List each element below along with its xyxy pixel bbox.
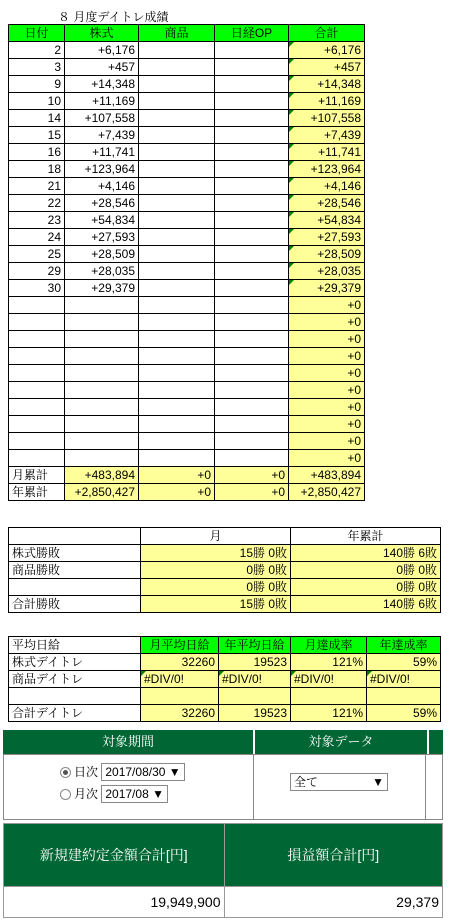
column-header [9, 528, 141, 545]
column-header: 合計 [289, 25, 365, 42]
table-cell: +6,176 [289, 42, 365, 59]
daily-radio[interactable] [60, 767, 71, 778]
table-cell [139, 450, 215, 467]
monthly-radio[interactable] [60, 789, 71, 800]
table-cell [215, 110, 289, 127]
table-cell [139, 365, 215, 382]
table-cell [139, 42, 215, 59]
table-cell: 21 [9, 178, 65, 195]
table-cell: +0 [215, 484, 289, 501]
table-cell [9, 450, 65, 467]
table-cell [139, 331, 215, 348]
table-cell [139, 399, 215, 416]
table-cell [139, 144, 215, 161]
table-row [9, 416, 365, 433]
column-header: 年累計 [291, 528, 441, 545]
table-cell [65, 399, 139, 416]
table-cell [139, 382, 215, 399]
table-cell [139, 297, 215, 314]
table-cell: +0 [139, 484, 215, 501]
table-cell: 19523 [219, 654, 291, 671]
table-cell: 59% [367, 705, 441, 722]
column-header: 日経OP [215, 25, 289, 42]
table-cell [139, 314, 215, 331]
table-cell: +0 [139, 467, 215, 484]
data-header: 対象データ [255, 730, 427, 754]
contract-amount-header: 新規建約定金額合計[円] [4, 824, 225, 887]
table-cell: +4,146 [289, 178, 365, 195]
table-cell: 2 [9, 42, 65, 59]
column-header: 株式 [65, 25, 139, 42]
table-cell [139, 212, 215, 229]
table-cell [215, 314, 289, 331]
data-select-value: 全て [294, 775, 319, 789]
table-row [9, 212, 365, 229]
table-cell: +54,834 [289, 212, 365, 229]
table-cell [9, 433, 65, 450]
table-cell [139, 195, 215, 212]
table-cell: +28,035 [65, 263, 139, 280]
table-row [9, 399, 365, 416]
table-row [9, 545, 441, 562]
table-cell: 0勝 0敗 [291, 562, 441, 579]
table-row [9, 297, 365, 314]
table-row [9, 579, 441, 596]
table-row [9, 246, 365, 263]
table-cell: 23 [9, 212, 65, 229]
table-cell: +107,558 [65, 110, 139, 127]
table-cell: 合計勝敗 [9, 596, 141, 613]
table-cell: 0勝 0敗 [141, 562, 291, 579]
table-cell [9, 579, 141, 596]
table-cell [9, 314, 65, 331]
table-cell: 株式勝敗 [9, 545, 141, 562]
table-row [9, 671, 441, 688]
table-cell: #DIV/0! [141, 671, 219, 688]
table-cell: 商品デイトレ [9, 671, 141, 688]
table-cell: #DIV/0! [219, 671, 291, 688]
table-cell: 32260 [141, 654, 219, 671]
table-cell: 25 [9, 246, 65, 263]
table-cell: +0 [289, 416, 365, 433]
table-cell: 59% [367, 654, 441, 671]
table-cell [215, 382, 289, 399]
table-cell: +0 [289, 348, 365, 365]
table-cell: +11,169 [289, 93, 365, 110]
table-cell: 30 [9, 280, 65, 297]
table-cell [139, 416, 215, 433]
table-cell: 140勝 6敗 [291, 545, 441, 562]
table-cell: 22 [9, 195, 65, 212]
table-cell: +29,379 [289, 280, 365, 297]
table-cell [215, 161, 289, 178]
table-cell: +483,894 [65, 467, 139, 484]
header-row [9, 528, 441, 545]
table-cell: +29,379 [65, 280, 139, 297]
daily-label: 日次 [74, 765, 99, 779]
table-cell: +123,964 [289, 161, 365, 178]
daily-results-table [8, 24, 365, 501]
table-cell [139, 76, 215, 93]
table-cell [139, 110, 215, 127]
table-row [9, 144, 365, 161]
table-cell: +0 [289, 331, 365, 348]
daily-date-select[interactable] [101, 763, 184, 781]
table-cell [215, 195, 289, 212]
table-cell: +0 [289, 382, 365, 399]
period-header: 対象期間 [3, 730, 253, 754]
table-cell [215, 348, 289, 365]
table-cell: +14,348 [65, 76, 139, 93]
column-header: 商品 [139, 25, 215, 42]
table-cell: 16 [9, 144, 65, 161]
table-row [9, 178, 365, 195]
column-header: 月平均日給 [141, 637, 219, 654]
table-row [9, 59, 365, 76]
table-cell: +28,546 [289, 195, 365, 212]
win-loss-table [8, 527, 441, 613]
table-cell: +27,593 [289, 229, 365, 246]
table-cell [139, 161, 215, 178]
table-cell [9, 297, 65, 314]
table-cell: +483,894 [289, 467, 365, 484]
table-cell: 14 [9, 110, 65, 127]
table-cell [65, 433, 139, 450]
table-cell: +54,834 [65, 212, 139, 229]
table-cell: 合計デイトレ [9, 705, 141, 722]
monthly-date-select[interactable] [101, 785, 168, 803]
table-cell: 商品勝敗 [9, 562, 141, 579]
table-cell: 株式デイトレ [9, 654, 141, 671]
chevron-down-icon: ▼ [152, 787, 164, 801]
average-daily-table [8, 636, 441, 722]
table-row [9, 263, 365, 280]
table-row [9, 596, 441, 613]
filter-panel [3, 730, 443, 820]
pnl-header: 損益額合計[円] [224, 824, 442, 887]
table-cell [215, 144, 289, 161]
table-cell [215, 365, 289, 382]
table-cell [215, 127, 289, 144]
chevron-down-icon: ▼ [372, 775, 384, 789]
column-header: 年平均日給 [219, 637, 291, 654]
table-row [9, 93, 365, 110]
table-cell [65, 365, 139, 382]
table-cell: +0 [289, 314, 365, 331]
table-cell: +0 [215, 467, 289, 484]
table-cell [139, 433, 215, 450]
table-row [9, 229, 365, 246]
monthly-label: 月次 [74, 787, 99, 801]
table-cell: +7,439 [65, 127, 139, 144]
table-cell [9, 348, 65, 365]
table-cell: 121% [291, 705, 367, 722]
table-cell: +0 [289, 297, 365, 314]
table-cell [65, 314, 139, 331]
table-cell: +0 [289, 399, 365, 416]
table-cell: +2,850,427 [65, 484, 139, 501]
table-cell [139, 127, 215, 144]
table-cell: +123,964 [65, 161, 139, 178]
table-cell [141, 688, 219, 705]
table-cell [65, 382, 139, 399]
table-cell [291, 688, 367, 705]
table-row [9, 562, 441, 579]
table-cell [215, 76, 289, 93]
monthly-total-row [9, 467, 365, 484]
table-cell [139, 178, 215, 195]
table-cell [219, 688, 291, 705]
table-cell: 9 [9, 76, 65, 93]
table-cell [139, 246, 215, 263]
table-row [9, 76, 365, 93]
chevron-down-icon: ▼ [168, 765, 181, 779]
table-cell: 3 [9, 59, 65, 76]
yearly-total-row [9, 484, 365, 501]
table-row [9, 331, 365, 348]
table-cell [9, 365, 65, 382]
page-title: ８ 月度デイトレ成績 [58, 10, 169, 24]
table-row [9, 127, 365, 144]
table-cell [9, 688, 141, 705]
table-cell [139, 59, 215, 76]
extra-header [429, 730, 443, 754]
table-cell [215, 416, 289, 433]
table-row [9, 348, 365, 365]
header-row [9, 637, 441, 654]
table-cell: 0勝 0敗 [291, 579, 441, 596]
table-cell: 15勝 0敗 [141, 545, 291, 562]
table-cell [65, 297, 139, 314]
table-cell [215, 93, 289, 110]
table-cell: 121% [291, 654, 367, 671]
table-cell [215, 280, 289, 297]
table-cell: #DIV/0! [291, 671, 367, 688]
table-cell [65, 450, 139, 467]
table-cell: +28,509 [65, 246, 139, 263]
table-cell: #DIV/0! [367, 671, 441, 688]
table-row [9, 314, 365, 331]
table-row [9, 195, 365, 212]
table-cell [9, 399, 65, 416]
table-cell: +107,558 [289, 110, 365, 127]
table-cell [139, 348, 215, 365]
table-cell [215, 331, 289, 348]
table-cell [215, 212, 289, 229]
table-cell [215, 450, 289, 467]
table-cell: +14,348 [289, 76, 365, 93]
table-cell [215, 399, 289, 416]
table-cell [139, 229, 215, 246]
table-cell: +457 [65, 59, 139, 76]
table-cell [367, 688, 441, 705]
table-cell: +27,593 [65, 229, 139, 246]
table-row [9, 382, 365, 399]
table-cell: 24 [9, 229, 65, 246]
table-cell [215, 229, 289, 246]
table-row [9, 110, 365, 127]
table-cell: 月累計 [9, 467, 65, 484]
table-row [9, 450, 365, 467]
table-row [9, 161, 365, 178]
table-cell: 18 [9, 161, 65, 178]
table-cell: +2,850,427 [289, 484, 365, 501]
table-cell: +11,741 [65, 144, 139, 161]
column-header: 年達成率 [367, 637, 441, 654]
table-cell: 29 [9, 263, 65, 280]
table-cell: +457 [289, 59, 365, 76]
table-cell: +0 [289, 450, 365, 467]
column-header: 月達成率 [291, 637, 367, 654]
table-cell: +28,035 [289, 263, 365, 280]
table-row [9, 280, 365, 297]
table-cell: 年累計 [9, 484, 65, 501]
table-cell: 10 [9, 93, 65, 110]
table-cell [139, 263, 215, 280]
table-cell [215, 297, 289, 314]
table-cell [215, 433, 289, 450]
table-cell [65, 331, 139, 348]
column-header: 平均日給 [9, 637, 141, 654]
table-cell [215, 59, 289, 76]
table-row [9, 365, 365, 382]
table-cell: +28,546 [65, 195, 139, 212]
table-row [9, 42, 365, 59]
table-cell: +0 [289, 365, 365, 382]
monthly-date-value: 2017/08 [105, 787, 149, 801]
table-cell [9, 331, 65, 348]
table-cell [9, 382, 65, 399]
table-cell: +7,439 [289, 127, 365, 144]
table-row [9, 654, 441, 671]
table-row [9, 705, 441, 722]
table-cell: 15勝 0敗 [141, 596, 291, 613]
pnl-value: 29,379 [224, 887, 442, 918]
column-header: 日付 [9, 25, 65, 42]
table-cell [65, 416, 139, 433]
contract-amount-value: 19,949,900 [4, 887, 225, 918]
table-cell: +0 [289, 433, 365, 450]
table-cell [215, 246, 289, 263]
data-select[interactable] [290, 773, 388, 791]
table-cell: 140勝 6敗 [291, 596, 441, 613]
table-row [9, 433, 365, 450]
table-cell [139, 93, 215, 110]
table-cell [9, 416, 65, 433]
summary-table [3, 823, 443, 918]
table-cell: +11,169 [65, 93, 139, 110]
table-row [9, 688, 441, 705]
daily-date-value: 2017/08/30 [105, 765, 166, 779]
column-header: 月 [141, 528, 291, 545]
table-cell: 32260 [141, 705, 219, 722]
table-cell: +28,509 [289, 246, 365, 263]
table-cell: 0勝 0敗 [141, 579, 291, 596]
table-cell [139, 280, 215, 297]
table-cell [215, 42, 289, 59]
header-row [9, 25, 365, 42]
table-cell: +6,176 [65, 42, 139, 59]
table-cell: 19523 [219, 705, 291, 722]
table-cell [215, 263, 289, 280]
table-cell: 15 [9, 127, 65, 144]
table-cell [215, 178, 289, 195]
table-cell: +11,741 [289, 144, 365, 161]
table-cell: +4,146 [65, 178, 139, 195]
table-cell [65, 348, 139, 365]
